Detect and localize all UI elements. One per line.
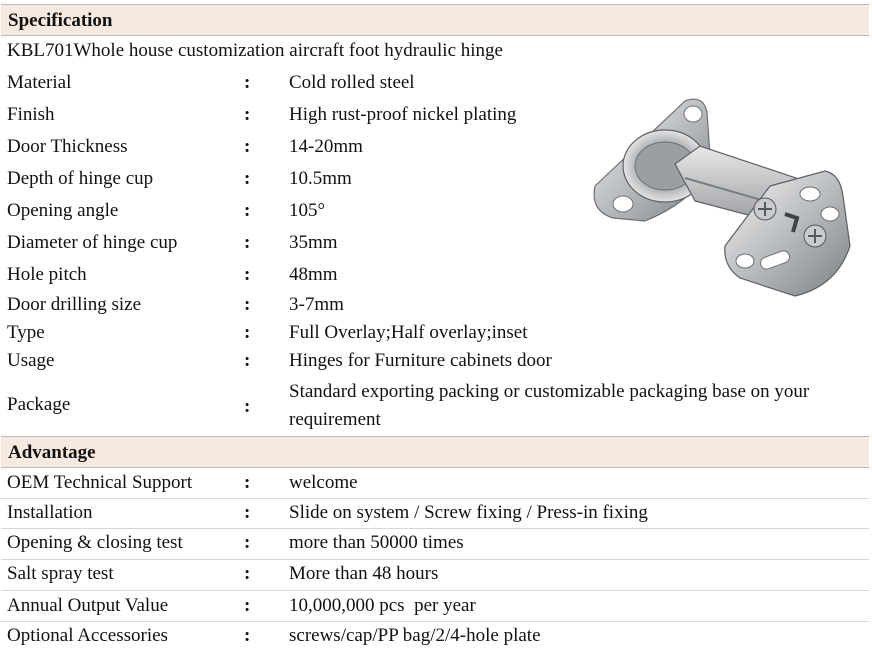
row-label: Salt spray test	[7, 563, 114, 584]
product-title: KBL701Whole house customization aircraft foot hydraulic hinge	[7, 40, 503, 61]
row-separator: :	[244, 72, 251, 93]
row-value: 35mm	[289, 232, 338, 253]
row-label: Opening & closing test	[7, 532, 183, 553]
row-value: more than 50000 times	[289, 532, 464, 553]
row-label: Hole pitch	[7, 264, 87, 285]
row-value: welcome	[289, 472, 358, 493]
row-value: Slide on system / Screw fixing / Press-in fixing	[289, 502, 648, 523]
row-label: Door Thickness	[7, 136, 128, 157]
spec-row-package	[0, 380, 872, 432]
advantage-header	[1, 436, 869, 468]
row-separator: :	[244, 322, 251, 343]
row-value: More than 48 hours	[289, 563, 439, 584]
row-value: 14-20mm	[289, 136, 363, 157]
row-value: 48mm	[289, 264, 338, 285]
row-label: Finish	[7, 104, 55, 125]
row-label: Type	[7, 322, 45, 343]
row-separator: :	[244, 625, 251, 646]
row-label: Usage	[7, 350, 55, 371]
row-label: Material	[7, 72, 72, 93]
row-label: Opening angle	[7, 200, 119, 221]
row-separator: :	[244, 264, 251, 285]
row-separator: :	[244, 350, 251, 371]
row-separator: :	[244, 136, 251, 157]
row-label: Depth of hinge cup	[7, 168, 154, 189]
row-value: Full Overlay;Half overlay;inset	[289, 322, 528, 343]
row-value: 10,000,000 pcs per year	[289, 595, 476, 616]
row-value: Cold rolled steel	[289, 72, 415, 93]
row-value: 10.5mm	[289, 168, 352, 189]
row-divider	[1, 621, 869, 622]
row-divider	[1, 559, 869, 560]
row-separator: :	[244, 472, 251, 493]
specification-heading: Specification	[8, 10, 113, 31]
row-value: screws/cap/PP bag/2/4-hole plate	[289, 625, 541, 646]
row-label: Door drilling size	[7, 294, 142, 315]
hinge-product-image	[575, 86, 865, 306]
row-divider	[1, 590, 869, 591]
row-label: OEM Technical Support	[7, 472, 193, 493]
row-separator: :	[244, 532, 251, 553]
row-value: Standard exporting packing or customizable packaging base on your requirement	[289, 381, 810, 430]
specification-header	[1, 4, 869, 36]
row-label: Installation	[7, 502, 93, 523]
row-separator: :	[244, 502, 251, 523]
row-value: Hinges for Furniture cabinets door	[289, 350, 552, 371]
row-separator: :	[244, 396, 251, 417]
row-separator: :	[244, 232, 251, 253]
row-separator: :	[244, 104, 251, 125]
row-label: Optional Accessories	[7, 625, 168, 646]
row-value: High rust-proof nickel plating	[289, 104, 517, 125]
advantage-heading: Advantage	[8, 442, 96, 463]
row-separator: :	[244, 294, 251, 315]
row-separator: :	[244, 595, 251, 616]
row-label: Package	[7, 394, 71, 415]
row-value: 3-7mm	[289, 294, 344, 315]
row-divider	[1, 498, 869, 499]
row-value: 105°	[289, 200, 326, 221]
row-label: Diameter of hinge cup	[7, 232, 178, 253]
row-separator: :	[244, 200, 251, 221]
row-label: Annual Output Value	[7, 595, 169, 616]
row-separator: :	[244, 168, 251, 189]
row-separator: :	[244, 563, 251, 584]
row-divider	[1, 528, 869, 529]
